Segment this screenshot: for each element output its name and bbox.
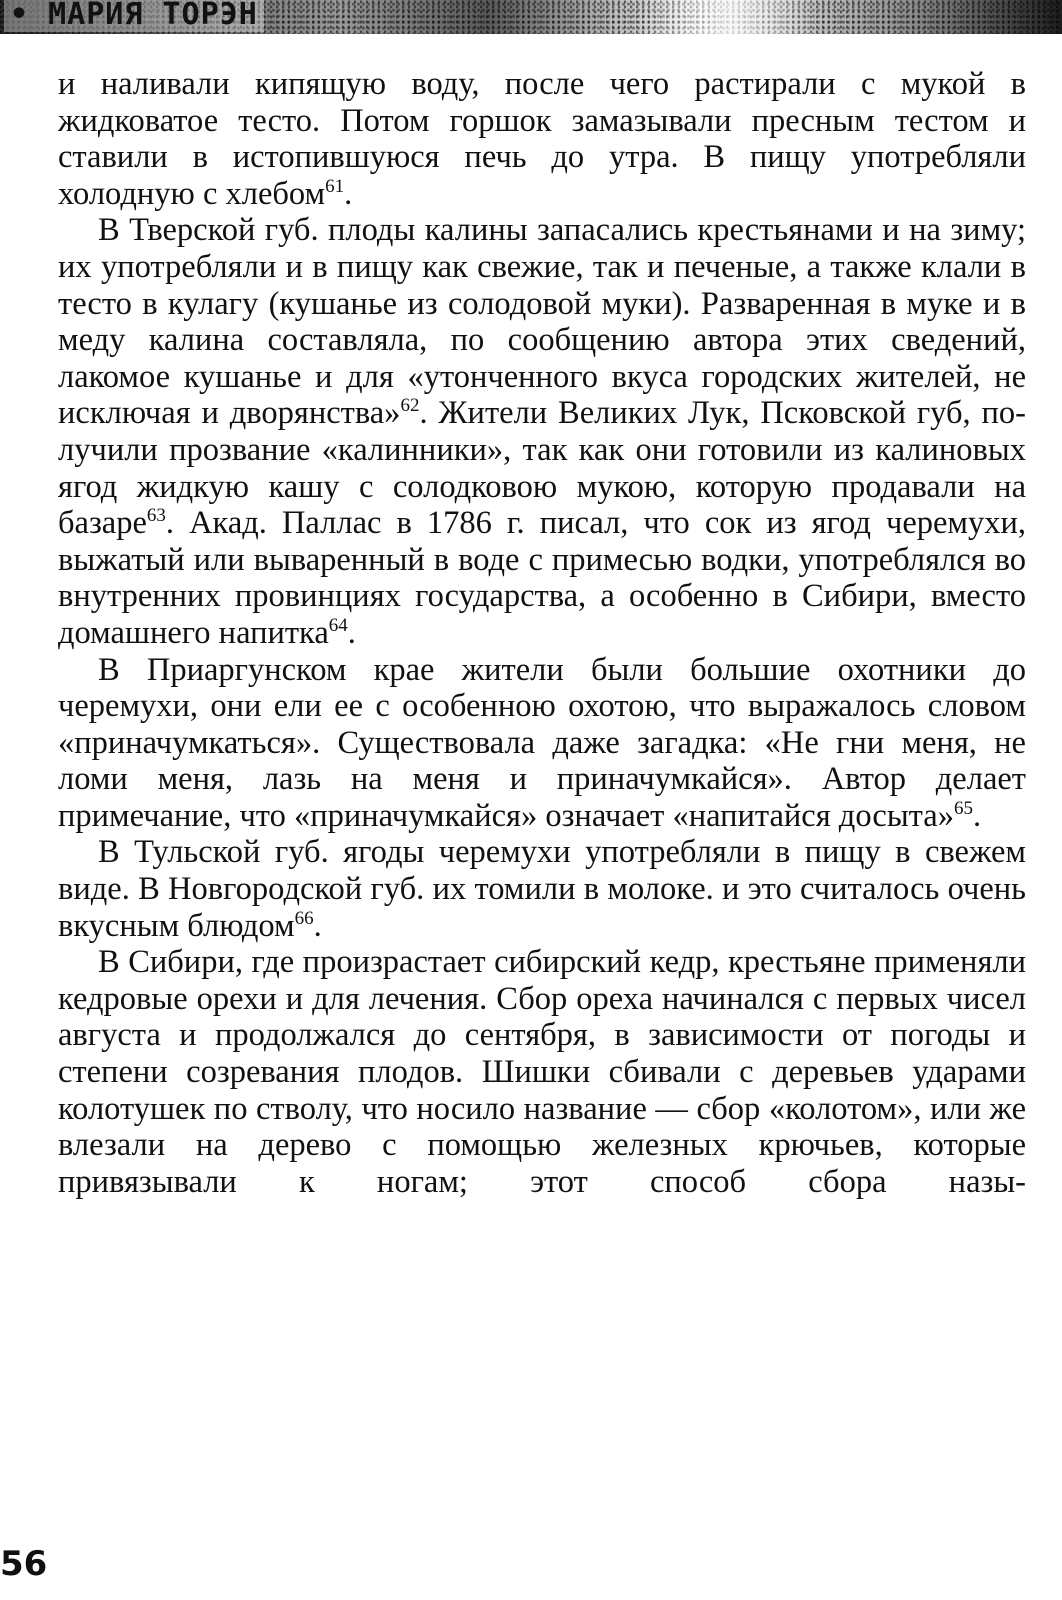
text-run: . [347,614,356,651]
footnote-ref: 65 [953,797,973,819]
text-run: В Тверской губ. плоды калины запасались крестьянами и на зиму; их употребляли и в пищу как свежие, так и печеные, а также клали в тесто в кулагу (кушанье из солодовой муки). Разваренная в муке и в меду калина составляла, по сообщению автора этих сведений, лакомое кушанье и для «утонченного вкуса городских жителей, не исключая и дворянства» [58,212,1026,432]
header-texture [640,0,820,34]
text-run: В Приаргунском крае жители были большие охотники до черемухи, они ели ее с особенною охотою, что выражалось словом «приначумкаться». Существовала даже загадка: «Не гни меня, не ломи меня, лазь на меня и приначумкайся». Автор делает примечание, что «приначумкайся» означает «напитайся досыта» [58,651,1026,834]
paragraph [58,212,1026,651]
text-run: . [972,797,982,834]
footnote-ref: 61 [325,175,345,197]
paragraph [58,652,1026,835]
text-run: . [313,907,322,944]
paragraph [58,944,1026,1200]
text-run: В Тульской губ. ягоды черемухи употребляли в пищу в свежем виде. В Новгородской губ. их томили в молоке. и это считалось очень вкусным блюдом [58,834,1026,944]
text-run: и наливали кипящую воду, после чего растирали с мукой в жидковатое тесто. Потом горшок замазывали пресным тестом и ставили в истопившуюся печь до утра. В пищу употребляли холодную с хлебом [58,66,1026,212]
running-title: • МАРИЯ ТОРЭН [4,0,264,32]
footnote-ref: 62 [400,395,420,417]
text-run: . Акад. Паллас в 1786 г. писал, что сок из ягод черемухи, выжатый или вываренный в воде с примесью водки, употреблялся во внутренних провинциях государства, а особенно в Сибири, вместо домашнего напитка [58,505,1026,651]
paragraph [58,834,1026,944]
footnote-ref: 64 [328,614,348,636]
body-text [58,66,1026,1200]
text-run: В Сибири, где произрастает сибирский кедр, крестьяне применяли кедровые орехи и для лечения. Сбор ореха начинался с первых чисел августа и продолжался до сентября, в зависимости от погоды и степени созревания плодов. Шишки сбивали с деревьев ударами колотушек по стволу, что носило название — сбор «колотом», или же влезали на дерево с помощью железных крючьев, которые привязывали к ногам; этот способ сбора назы- [58,944,1026,1200]
text-run: . [344,175,353,212]
footnote-ref: 66 [294,907,314,929]
page-number: 56 [0,1544,48,1584]
paragraph [58,66,1026,212]
footnote-ref: 63 [146,505,166,527]
text-run: . Жители Великих Лук, Псковской губ, получили прозвание «калинники», так как они готовили из калиновых ягод жидкую кашу с солодковою мукою, которую продавали на базаре [58,395,1026,542]
running-header [0,0,1062,34]
